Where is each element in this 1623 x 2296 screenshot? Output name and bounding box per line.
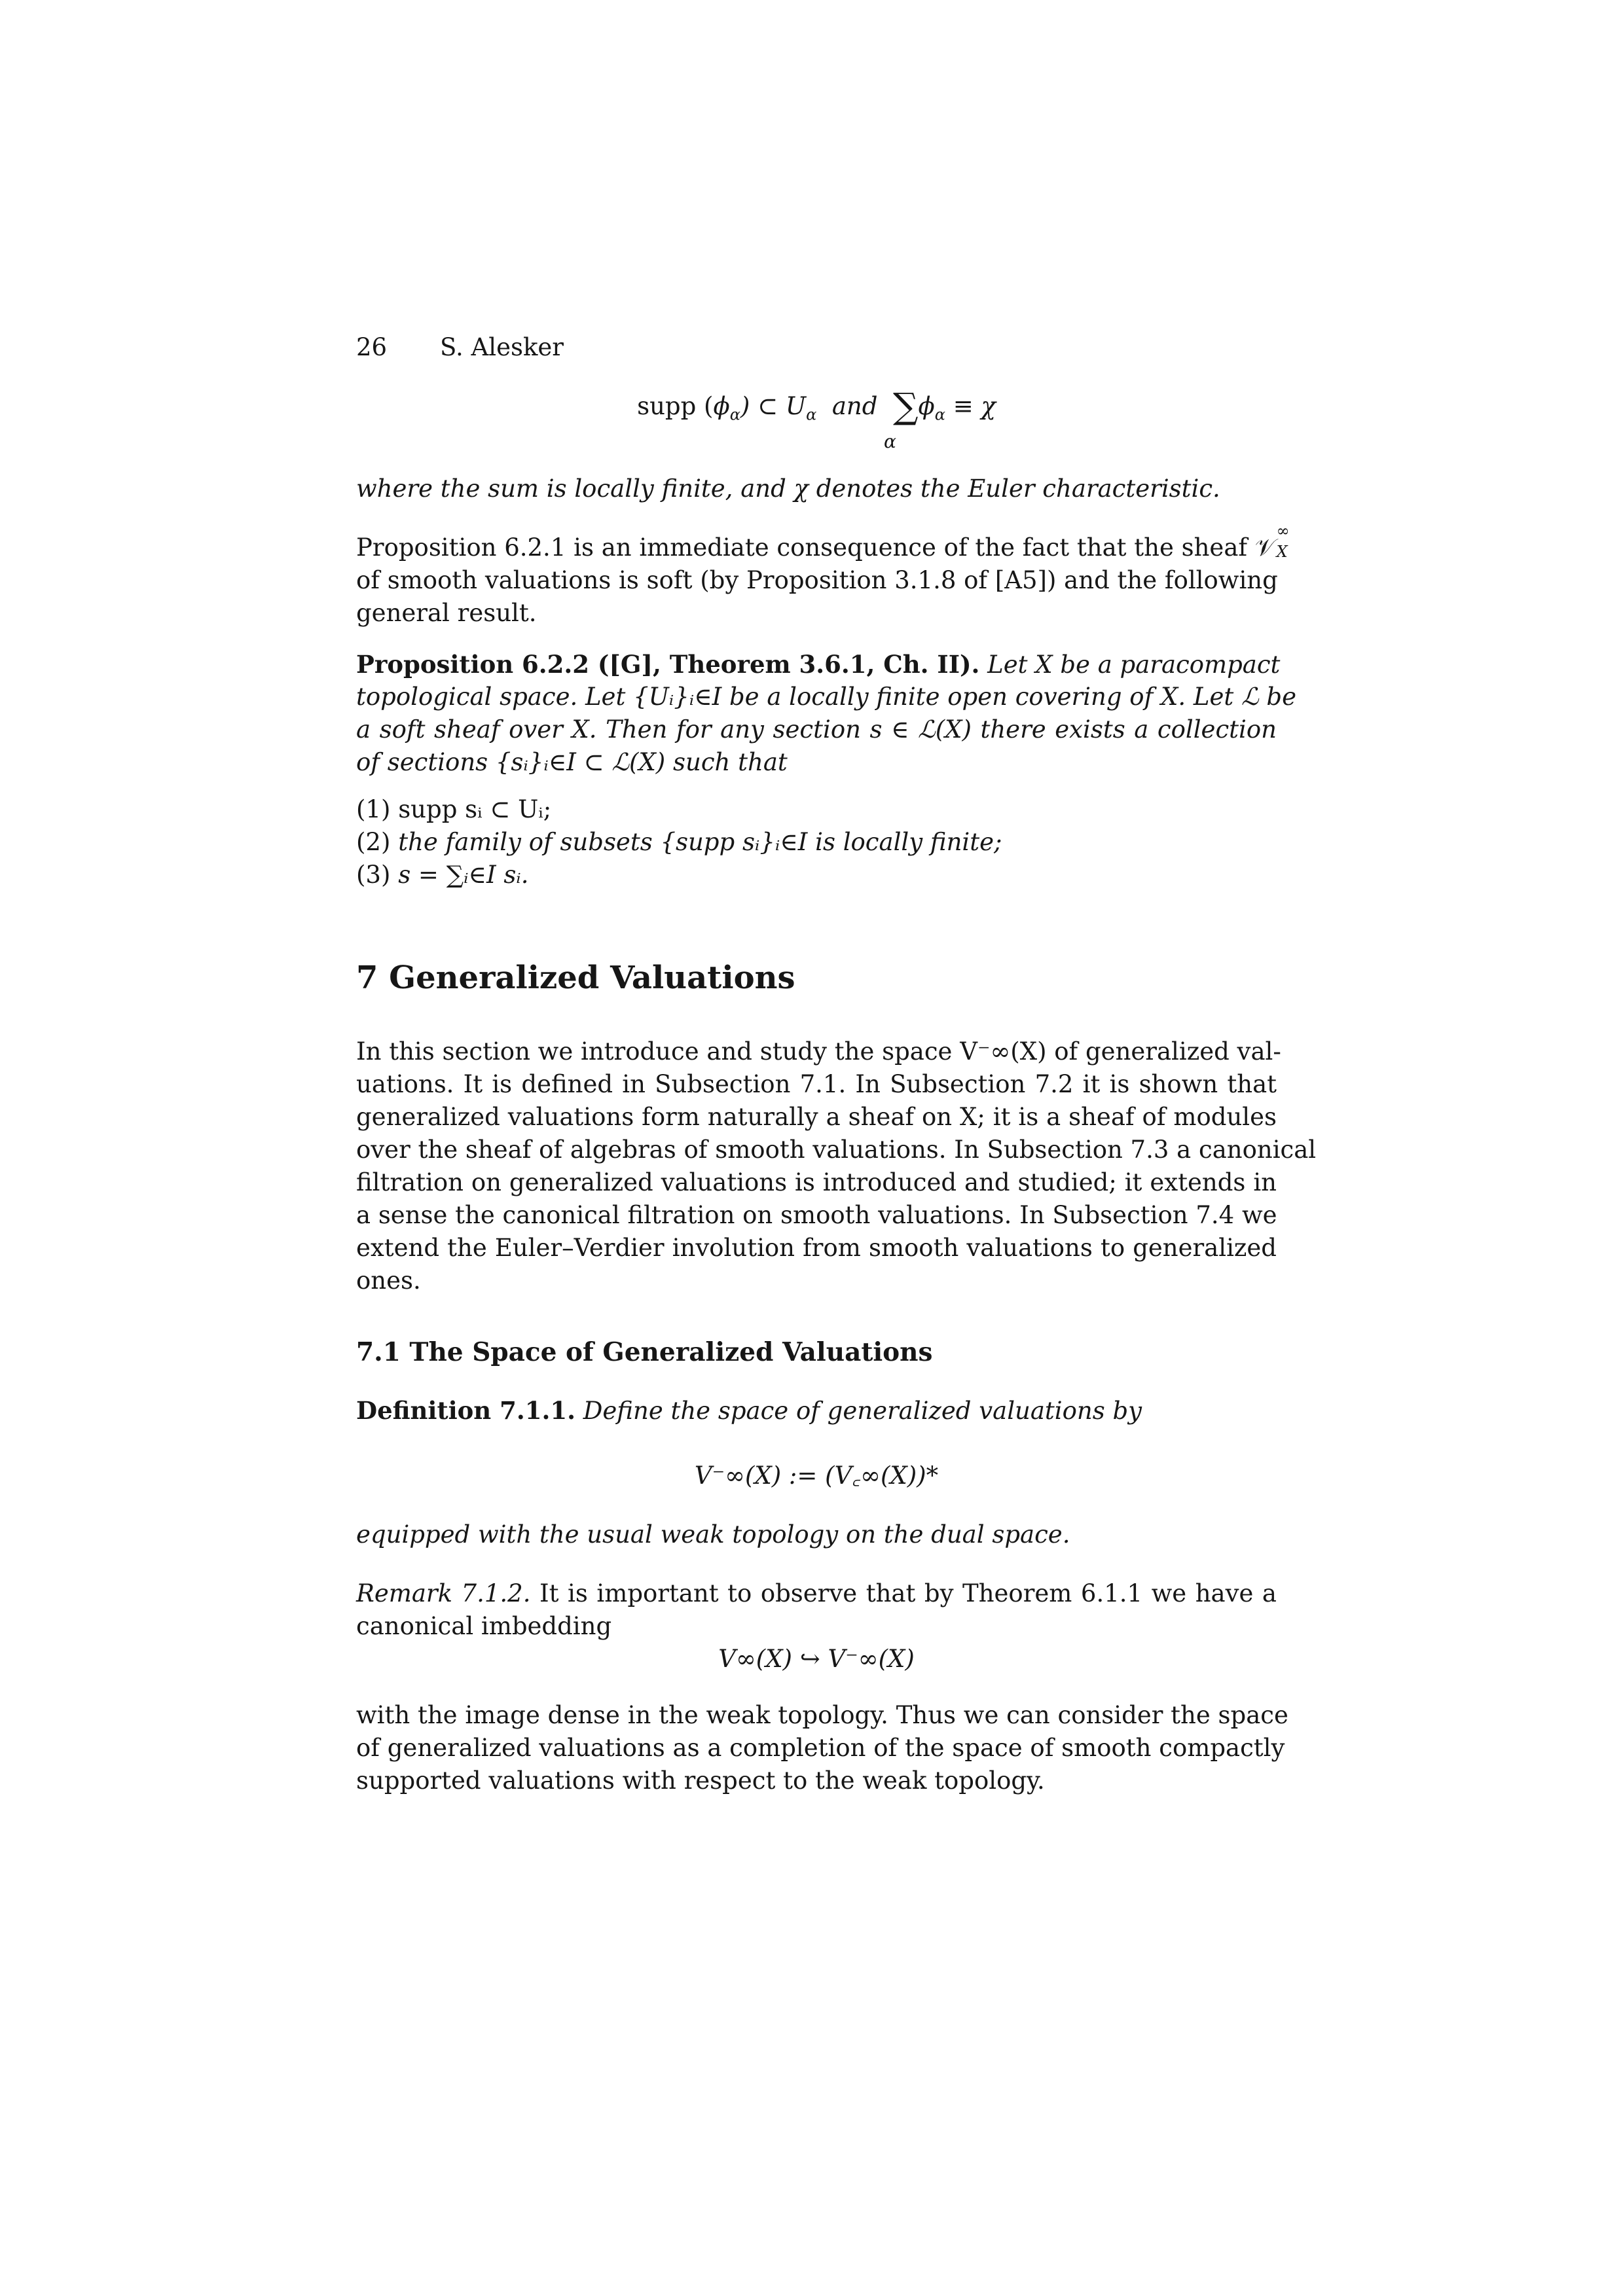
equation-partition: supp $(\phi_\alpha)$ ⊂ $U_\alpha$ and $\sum\phi_\alpha \equiv \chi$ [637,386,996,427]
paragraph-line: of generalized valuations as a completion of the space of smooth compactly [356,1734,1285,1762]
list-item: (3) s = ∑ᵢ∈I sᵢ. [356,861,529,889]
paragraph-line: generalized valuations form naturally a sheaf on X; it is a sheaf of modules [356,1103,1277,1131]
proposition-label: Proposition 6.2.2 ([G], Theorem 3.6.1, Ch. II). [356,650,980,679]
equation-imbedding: V∞(X) ↪ V⁻∞(X) [718,1645,915,1673]
paragraph-line: filtration on generalized valuations is introduced and studied; it extends in [356,1168,1277,1196]
paragraph-line: supported valuations with respect to the weak topology. [356,1767,1045,1795]
proposition-line: of sections {sᵢ}ᵢ∈I ⊂ ℒ(X) such that [356,748,788,776]
equation-definition: V⁻∞(X) := (V꜀∞(X))* [694,1462,939,1490]
remark-line: canonical imbedding [356,1612,612,1640]
list-item: (2) the family of subsets {supp sᵢ}ᵢ∈I is locally finite; [356,828,1002,856]
section-title: 7 Generalized Valuations [356,960,795,996]
paragraph-line: over the sheaf of algebras of smooth valuations. In Subsection 7.3 a canonical [356,1136,1317,1164]
proposition-line: Proposition 6.2.2 ([G], Theorem 3.6.1, Ch. II). Let X be a paracompact [356,650,1281,679]
remark-label: Remark 7.1.2. [356,1579,531,1607]
paragraph-line: In this section we introduce and study the space V⁻∞(X) of generalized val- [356,1037,1281,1066]
paragraph-line: of smooth valuations is soft (by Proposition 3.1.8 of [A5]) and the following [356,566,1278,594]
definition-line: equipped with the usual weak topology on the dual space. [356,1520,1070,1549]
definition-label: Definition 7.1.1. [356,1396,575,1425]
list-item: (1) supp sᵢ ⊂ Uᵢ; [356,795,552,823]
page-number: 26 [356,333,388,361]
remark-line: Remark 7.1.2. It is important to observe that by Theorem 6.1.1 we have a [356,1579,1277,1607]
proposition-continuation: where the sum is locally finite, and χ denotes the Euler characteristic. [356,475,1220,503]
paragraph-line: Proposition 6.2.1 is an immediate consequence of the fact that the sheaf 𝒱 ∞ X [356,522,1290,562]
paragraph-line: with the image dense in the weak topology. Thus we can consider the space [356,1701,1288,1729]
paragraph-line: a sense the canonical filtration on smooth valuations. In Subsection 7.4 we [356,1201,1277,1229]
proposition-line: topological space. Let {Uᵢ}ᵢ∈I be a locally finite open covering of X. Let ℒ be [356,683,1296,711]
equation-partition-subscript: α [884,431,896,452]
paragraph-line: ones. [356,1266,421,1295]
running-author: S. Alesker [440,333,564,361]
paragraph-line: extend the Euler–Verdier involution from smooth valuations to generalized [356,1234,1277,1262]
proposition-line: a soft sheaf over X. Then for any section s ∈ ℒ(X) there exists a collection [356,715,1277,744]
subsection-title: 7.1 The Space of Generalized Valuations [356,1337,933,1367]
definition-line: Definition 7.1.1. Define the space of generalized valuations by [356,1396,1142,1425]
paragraph-line: general result. [356,599,537,627]
paragraph-line: uations. It is defined in Subsection 7.1. In Subsection 7.2 it is shown that [356,1070,1277,1098]
